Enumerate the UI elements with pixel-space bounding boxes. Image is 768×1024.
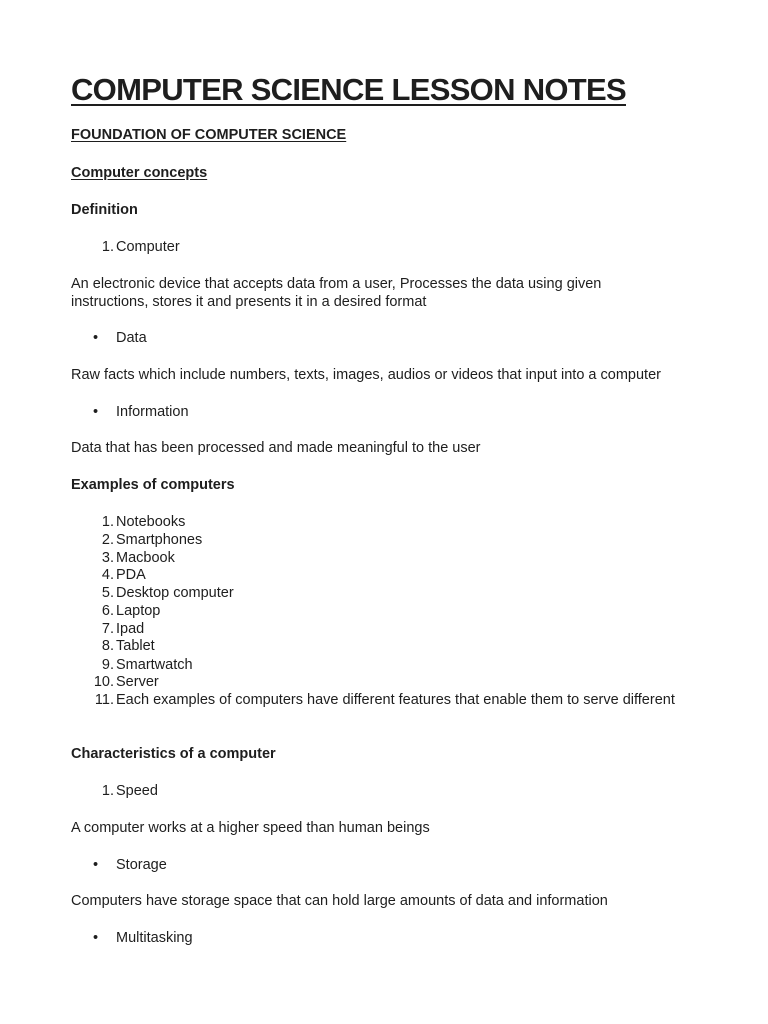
list-number: 11. xyxy=(94,692,114,708)
example-text: Laptop xyxy=(116,603,161,619)
section-heading: FOUNDATION OF COMPUTER SCIENCE xyxy=(71,127,347,143)
list-number: 2. xyxy=(101,532,114,548)
example-text: Tablet xyxy=(116,638,155,654)
list-number: 1. xyxy=(101,239,114,255)
bullet-icon: • xyxy=(93,930,99,946)
list-number: 10. xyxy=(93,674,114,690)
list-number: 9. xyxy=(101,657,114,673)
examples-heading: Examples of computers xyxy=(71,477,235,493)
term-multitasking: Multitasking xyxy=(116,930,193,946)
term-information: Information xyxy=(116,404,189,420)
example-text: Smartwatch xyxy=(116,657,193,673)
list-number: 5. xyxy=(101,585,114,601)
example-text: Desktop computer xyxy=(116,585,234,601)
list-number: 6. xyxy=(101,603,114,619)
bullet-icon: • xyxy=(93,330,99,346)
definition-data-text: Raw facts which include numbers, texts, images, audios or videos that input into a computer xyxy=(71,367,661,383)
bullet-icon: • xyxy=(93,857,99,873)
definition-computer-text: An electronic device that accepts data from a user, Processes the data using given instructions, stores it and presents it in a desired format xyxy=(71,276,602,310)
example-text: Macbook xyxy=(116,550,175,566)
example-text: Ipad xyxy=(116,621,145,637)
list-number: 4. xyxy=(101,567,114,583)
characteristic-speed-text: A computer works at a higher speed than human beings xyxy=(71,820,430,836)
term-computer: Computer xyxy=(116,239,180,255)
list-number: 3. xyxy=(101,550,114,566)
term-speed: Speed xyxy=(116,783,158,799)
example-text: PDA xyxy=(116,567,146,583)
subsection-heading: Computer concepts xyxy=(71,165,208,181)
characteristic-storage-text: Computers have storage space that can hold large amounts of data and information xyxy=(71,893,608,909)
lesson-notes-content xyxy=(71,0,711,1024)
characteristics-heading: Characteristics of a computer xyxy=(71,746,276,762)
definition-heading: Definition xyxy=(71,202,138,218)
definition-information-text: Data that has been processed and made meaningful to the user xyxy=(71,440,481,456)
term-storage: Storage xyxy=(116,857,167,873)
list-number: 8. xyxy=(101,638,114,654)
example-text: Server xyxy=(116,674,159,690)
example-text: Notebooks xyxy=(116,514,186,530)
list-number: 1. xyxy=(101,783,114,799)
example-text: Each examples of computers have different features that enable them to serve different xyxy=(116,692,675,708)
list-number: 1. xyxy=(101,514,114,530)
term-data: Data xyxy=(116,330,147,346)
list-number: 7. xyxy=(101,621,114,637)
example-text: Smartphones xyxy=(116,532,203,548)
bullet-icon: • xyxy=(93,404,99,420)
document-title: COMPUTER SCIENCE LESSON NOTES xyxy=(71,72,626,107)
